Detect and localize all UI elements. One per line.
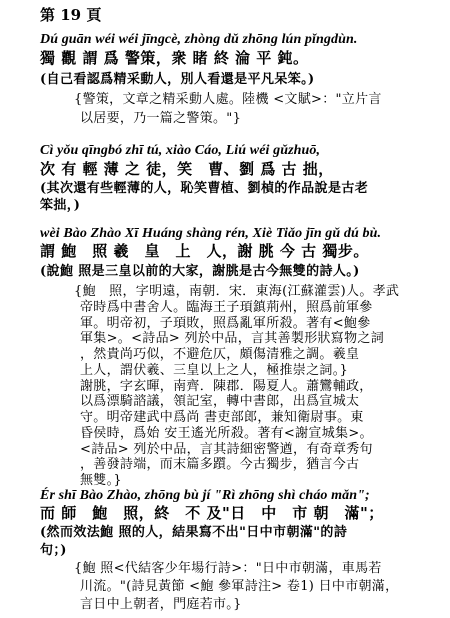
original-text-line: 次 有 輕 薄 之 徒，笑 曹、劉 爲 古 拙， [40, 160, 334, 178]
pinyin-line: Dú guān wéi wéi jīngcè, zhòng dǔ zhōng lún pǐngdùn. [40, 32, 358, 47]
annotation-line: ，善發詩端，而末篇多躓。今古獨步，猶言今古 [80, 457, 360, 472]
annotation-line: {警策，文章之精采動人處。陸機 <文賦>："立片言 [74, 92, 382, 107]
annotation-line: 帝時爲中書舍人。臨海王子頊鎮荊州，照爲前軍參 [80, 300, 373, 315]
annotation-line: 言日中上朝者，門庭若市。} [80, 597, 242, 612]
annotation-line: 無雙。} [80, 473, 122, 488]
translation-line: (自己看認爲精采動人，別人看還是平凡呆笨。) [40, 72, 315, 87]
annotation-line: 以居要，乃一篇之警策。"} [80, 111, 242, 126]
annotation-line: 軍集>。<詩品> 列於中品，言其善製形狀寫物之詞 [80, 331, 385, 346]
annotation-line: 川流。"(詩見黃節 <鮑 參軍詩注> 卷1) 日中市朝滿， [80, 579, 399, 594]
annotation-line: 守。明帝建武中爲尚 書吏部郎，兼知衛尉事。東 [80, 410, 364, 425]
annotation-line: 軍。明帝初，子頊敗，照爲亂軍所殺。著有<鮑參 [80, 316, 371, 331]
annotation-line: 昏侯時，爲始 安王遙光所殺。著有<謝宣城集>。 [80, 426, 373, 441]
original-text-line: 獨 觀 謂 爲 警策，衆 睹 終 淪 平 鈍。 [40, 49, 309, 67]
annotation-line: 謝朓，字玄暉，南齊．陳郡．陽夏人。蕭鸞輔政， [80, 379, 373, 394]
translation-line: (說鮑 照是三皇以前的大家，謝朓是古今無雙的詩人。) [40, 264, 360, 279]
translation-line: (然而效法鮑 照的人，結果寫不出"日中市朝滿"的詩 [40, 525, 348, 540]
pinyin-line: Ér shī Bào Zhào, zhōng bù jí "Rì zhōng shì cháo mǎn"; [40, 488, 370, 503]
annotation-line: 以爲漂騎諮議，領記室，轉中書郎，出爲宣城太 [80, 394, 360, 409]
annotation-line: 上人，謂伏羲、三皇以上之人，極推崇之詞。} [80, 363, 349, 378]
pinyin-line: Cì yǒu qīngbó zhī tú, xiào Cáo, Liú wéi gǔzhuō, [40, 143, 321, 158]
translation-line-continued: 句；) [40, 543, 67, 558]
annotation-line: {鮑 照，字明遠，南朝．宋．東海(江蘇灌雲)人。孝武 [74, 284, 400, 299]
translation-line-continued: 笨拙，) [40, 198, 81, 213]
annotation-line: {鮑 照<代結客少年場行詩>："日中市朝滿，車馬若 [74, 561, 382, 576]
pinyin-line: wèi Bào Zhào Xī Huáng shàng rén, Xiè Tiǎo jīn gǔ dú bù. [40, 226, 382, 241]
annotation-line: ，然貴尚巧似，不避危仄，頗傷清雅之調。羲皇 [80, 347, 360, 362]
original-text-line: 而 師 鮑 照，終 不 及"日 中 市 朝 滿"； [40, 504, 384, 522]
annotation-line: <詩品> 列於中品，言其詩細密警遒，有奇章秀句 [80, 442, 373, 457]
page-number: 第 19 頁 [40, 6, 102, 24]
translation-line: (其次還有些輕薄的人，恥笑曹植、劉楨的作品說是古老 [40, 181, 369, 196]
original-text-line: 謂 鮑 照 羲 皇 上 人，謝 朓 今 古 獨步。 [40, 242, 369, 260]
